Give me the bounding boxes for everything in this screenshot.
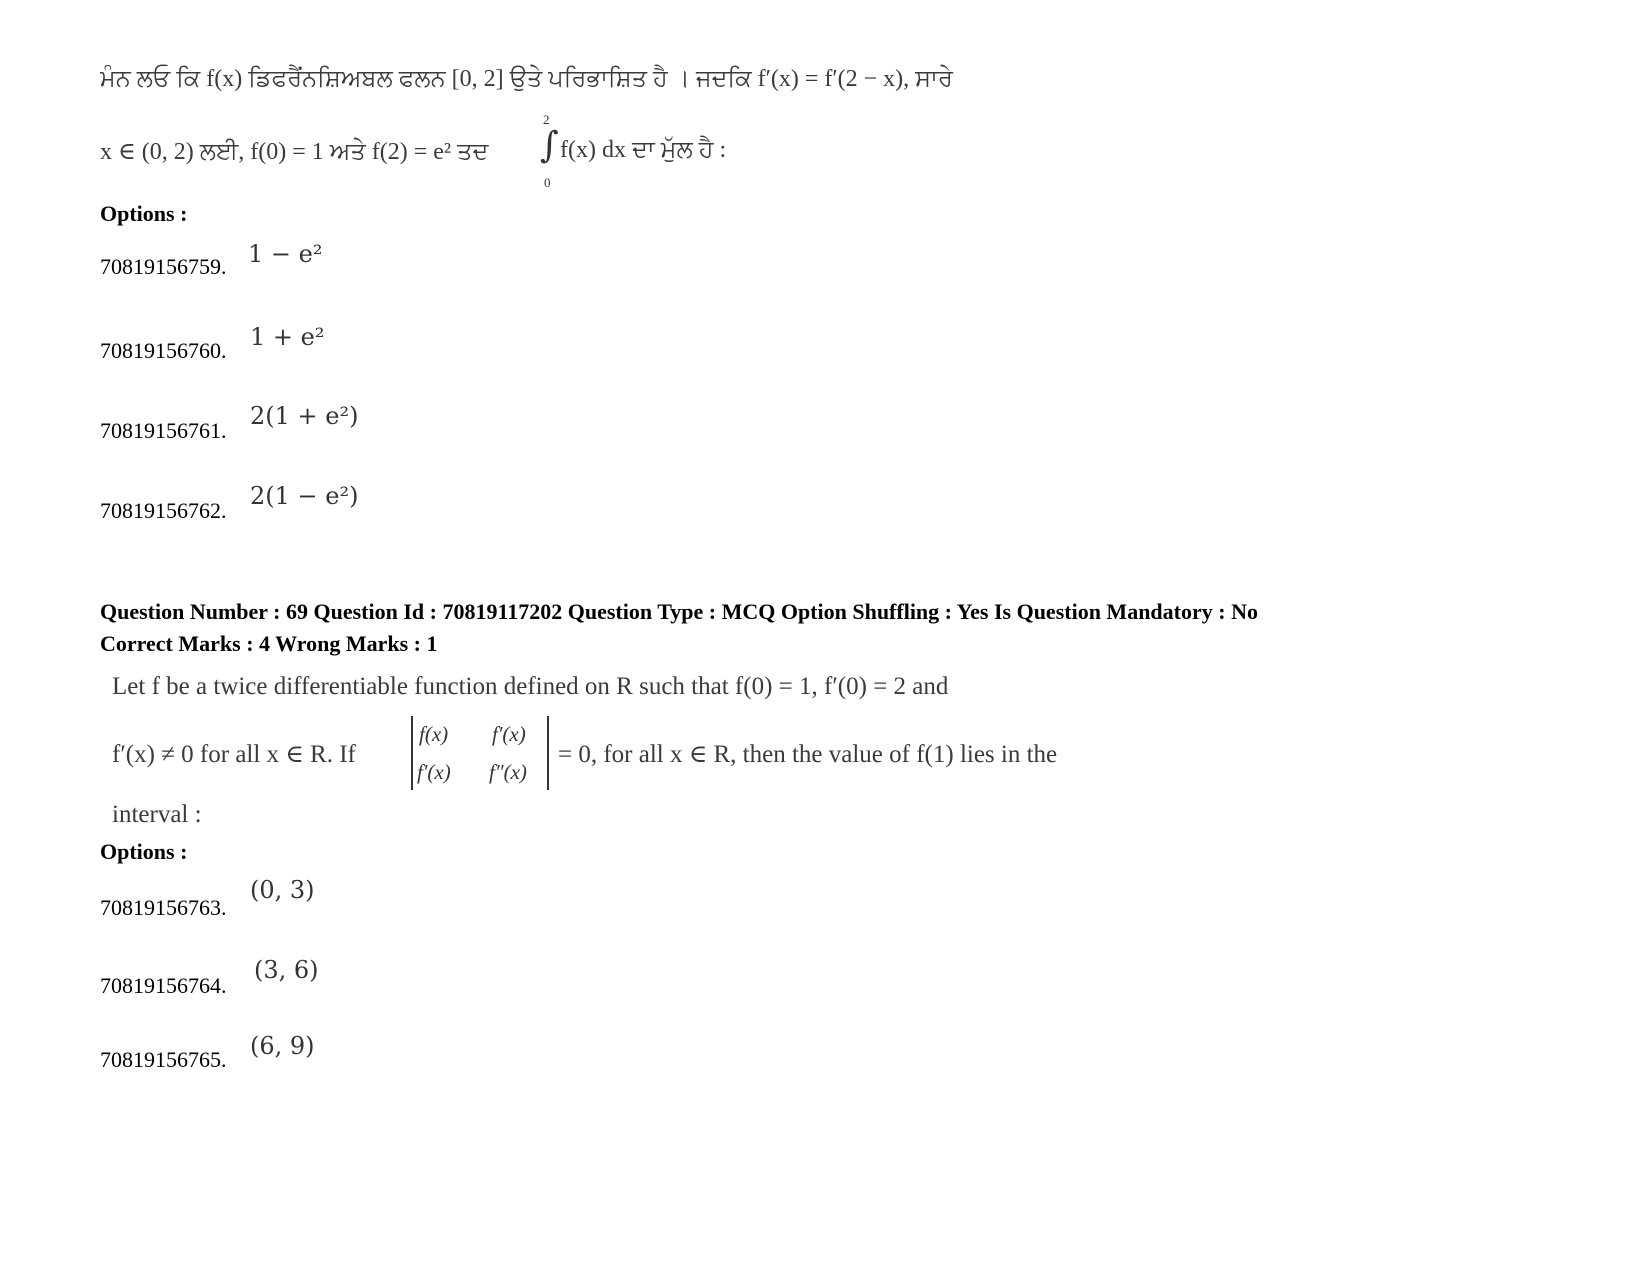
q68-stem-line2-pre: x ∈ (0, 2) ਲਈ, f(0) = 1 ਅਤੇ f(2) = e² ਤਦ: [100, 139, 489, 165]
q68-options-label: Options :: [100, 201, 188, 226]
q69-option-1-id: 70819156763.: [100, 895, 227, 920]
integral-sign: ∫: [540, 125, 559, 166]
determinant-a11: f(x): [419, 722, 449, 746]
q69-stem-line3: interval :: [112, 801, 202, 828]
q68-stem-line2-post: f(x) dx ਦਾ ਮੁੱਲ ਹੈ :: [560, 137, 727, 163]
q69-option-3-text[interactable]: (6, 9): [250, 1032, 315, 1060]
q69-meta-line2: Correct Marks : 4 Wrong Marks : 1: [100, 631, 438, 656]
q69-option-2-text[interactable]: (3, 6): [254, 956, 319, 984]
determinant-a21: f′(x): [417, 760, 451, 784]
determinant-left-bar: [411, 716, 413, 790]
q69-stem-line2-post: = 0, for all x ∈ R, then the value of f(1) lies in the: [558, 741, 1058, 768]
q69-options-label: Options :: [100, 839, 188, 864]
q69-meta-line1: Question Number : 69 Question Id : 70819117202 Question Type : MCQ Option Shuffling : Yes Is Question Mandatory : No: [100, 599, 1258, 624]
q68-option-4-text[interactable]: 2(1 − e²): [250, 482, 359, 510]
q69-option-2-id: 70819156764.: [100, 973, 227, 998]
q68-option-2-id: 70819156760.: [100, 338, 227, 363]
q68-stem-line1: ਮੰਨ ਲਓ ਕਿ f(x) ਡਿਫਰੈਂਨਸ਼ਿਅਬਲ ਫਲਨ [0, 2] ਉਤੇ ਪਰਿਭਾਸ਼ਿਤ ਹੈ । ਜਦਕਿ f′(x) = f′(2 − x), ਸਾਰੇ: [100, 66, 953, 92]
determinant-a22: f″(x): [489, 760, 527, 784]
q69-option-1-text[interactable]: (0, 3): [250, 876, 315, 904]
q69-stem-line1: Let f be a twice differentiable function defined on R such that f(0) = 1, f′(0) = 2 and: [112, 673, 949, 700]
determinant-right-bar: [547, 716, 549, 790]
q68-option-3-text[interactable]: 2(1 + e²): [250, 402, 359, 430]
q68-option-1-id: 70819156759.: [100, 254, 227, 279]
integral-upper-limit: 2: [543, 112, 550, 127]
q69-stem-line2-pre: f′(x) ≠ 0 for all x ∈ R. If: [112, 741, 356, 768]
q68-option-2-text[interactable]: 1 + e²: [250, 323, 325, 351]
q68-option-4-id: 70819156762.: [100, 498, 227, 523]
q69-option-3-id: 70819156765.: [100, 1047, 227, 1072]
determinant-a12: f′(x): [492, 722, 526, 746]
integral-lower-limit: 0: [544, 175, 551, 190]
q68-option-3-id: 70819156761.: [100, 418, 227, 443]
q68-option-1-text[interactable]: 1 − e²: [248, 240, 323, 268]
